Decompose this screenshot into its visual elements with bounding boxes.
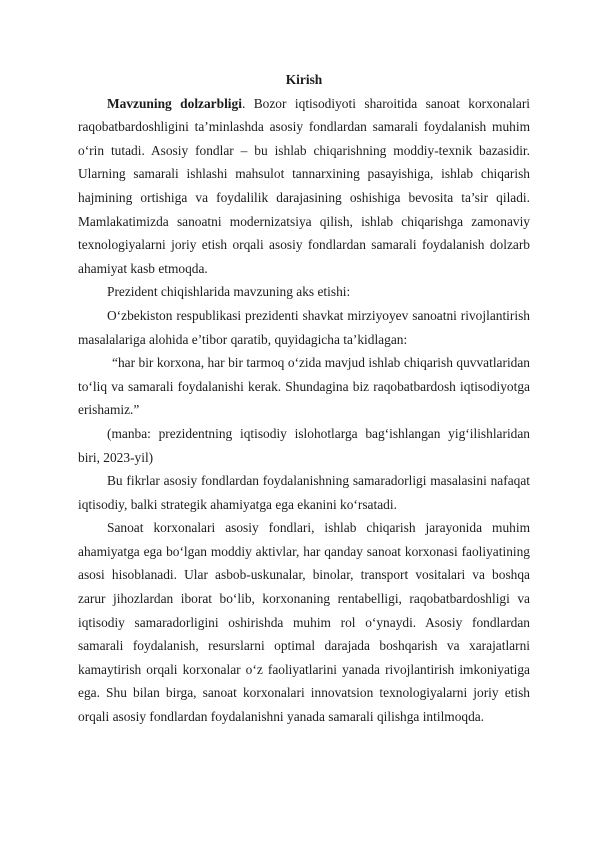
paragraph-president-intro: O‘zbekiston respublikasi prezidenti shavkat mirziyoyev sanoatni rivojlantirish masalalariga alohida e’tibor qaratib, quyidagicha ta’kidlagan: (78, 307, 530, 347)
page-title: Kirish (285, 72, 323, 87)
paragraph-president-heading: Prezident chiqishlarida mavzuning aks etishi: (107, 284, 351, 300)
document-page (78, 62, 530, 729)
paragraph-relevance (78, 92, 530, 281)
paragraph-assets: Sanoat korxonalari asosiy fondlari, ishlab chiqarish jarayonida muhim ahamiyatga ega bo‘lgan moddiy aktivlar, har qanday sanoat korxonasi faoliyatining asosi hisoblanadi. Ular asbob-uskunalar, binolar, transport vositalari va boshqa zarur jihozlardan iborat bo‘lib, korxonaning rentabelligi, raqobatbardoshligi va iqtisodiy samaradorligini oshirishda muhim rol o‘ynaydi. Asosiy fondlardan samarali foydalanish, resurslarni optimal darajada boshqarish va xarajatlarni kamaytirish orqali korxonalar o‘z faoliyatlarini yanada rivojlantirish imkoniyatiga ega. Shu bilan birga, sanoat korxonalari innovatsion texnologiyalarni joriy etish orqali asosiy fondlardan foydalanishni yanada samarali qilishga intilmoqda. (78, 520, 530, 725)
paragraph-source: (manba: prezidentning iqtisodiy islohotlarga bag‘ishlangan yig‘ilishlaridan biri, 2023-yil) (78, 425, 530, 465)
paragraph-thoughts: Bu fikrlar asosiy fondlardan foydalanishning samaradorligi masalasini nafaqat iqtisodiy, balki strategik ahamiyatga ega ekanini ko‘rsatadi. (78, 473, 530, 512)
paragraph-quote: “har bir korxona, har bir tarmoq o‘zida mavjud ishlab chiqarish quvvatlaridan to‘liq va samarali foydalanishi kerak. Shundagina biz raqobatbardosh iqtisodiyotga erishamiz.” (78, 355, 530, 418)
paragraph-lead: Mavzuning dolzarbligi (107, 95, 242, 111)
paragraph-text: . Bozor iqtisodiyoti sharoitida sanoat korxonalari raqobatbardoshligini ta’minlashda asosiy fondlardan samarali foydalanish muhim o‘rin tutadi. Asosiy fondlar – bu ishlab chiqarishning moddiy-texnik bazasidir. Ularning samarali ishlashi mahsulot tannarxining pasayishiga, ishlab chiqarish hajmining ortishiga va foydalilik darajasining oshishiga bevosita ta’sir qiladi. Mamlakatimizda sanoatni modernizatsiya qilish, ishlab chiqarishga zamonaviy texnologiyalarni joriy etish orqali asosiy fondlardan samarali foydalanish dolzarb ahamiyat kasb etmoqda. (78, 95, 531, 276)
